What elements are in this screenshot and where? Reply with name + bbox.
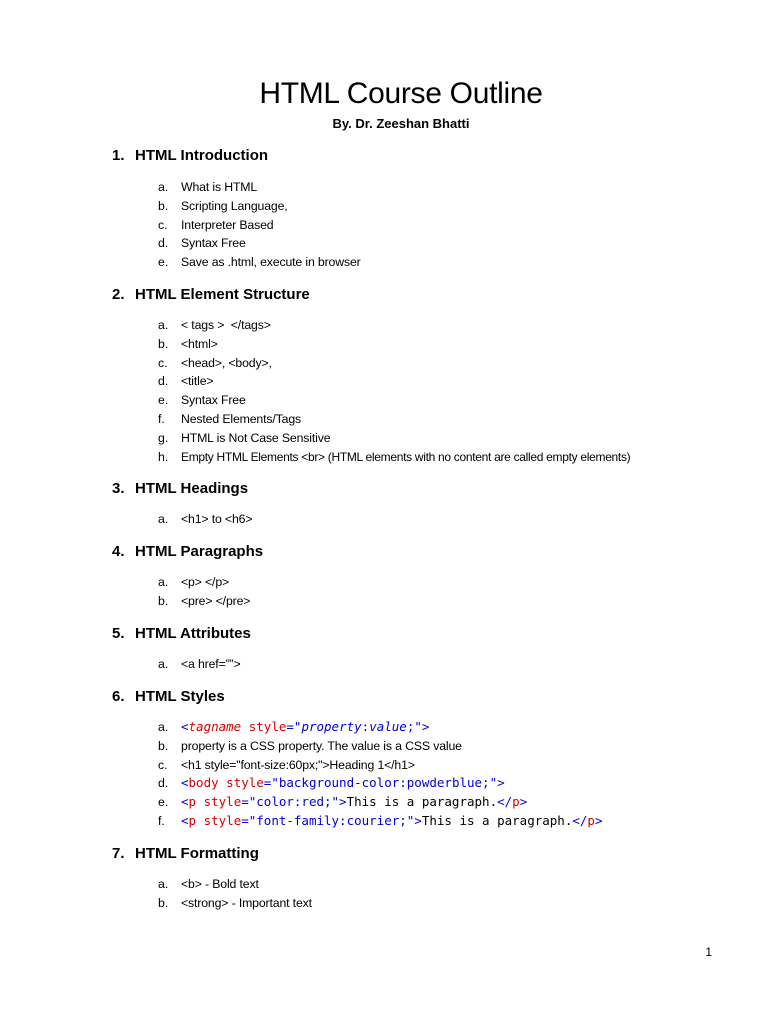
item-letter: d. xyxy=(158,236,169,251)
code-token: This is a paragraph. xyxy=(421,812,573,828)
section-number: 4. xyxy=(112,543,125,560)
item-text: <b> - Bold text xyxy=(181,877,259,891)
section-number: 1. xyxy=(112,147,125,164)
section-number: 6. xyxy=(112,688,125,705)
section-number: 7. xyxy=(112,845,125,862)
code-token: style xyxy=(196,812,242,828)
code-token: ="font-family:courier;"> xyxy=(241,812,422,828)
section-title: HTML Paragraphs xyxy=(135,543,264,560)
item-letter: g. xyxy=(158,430,169,445)
item-letter: c. xyxy=(158,757,168,772)
code-token: body xyxy=(188,775,219,791)
item-text: HTML is Not Case Sensitive xyxy=(181,430,331,445)
code-token: =" xyxy=(286,719,302,734)
code-token: : xyxy=(361,719,370,734)
item-letter: a. xyxy=(158,720,169,734)
item-letter: a. xyxy=(158,657,169,671)
code-token: p xyxy=(188,794,197,810)
item-letter: b. xyxy=(158,895,169,910)
code-token: p xyxy=(512,794,520,810)
code-snippet xyxy=(181,774,505,793)
code-token: This is a paragraph. xyxy=(346,794,498,810)
item-text: <title> xyxy=(181,374,214,389)
code-token: tagname xyxy=(188,719,242,734)
code-token: < xyxy=(181,812,189,828)
item-letter: a. xyxy=(158,180,169,194)
code-token: < xyxy=(181,775,189,791)
section-number: 5. xyxy=(112,625,125,642)
page-number: 1 xyxy=(705,945,712,959)
item-letter: a. xyxy=(158,512,169,526)
code-token: > xyxy=(594,812,603,828)
item-letter: d. xyxy=(158,374,169,389)
author-line: By. Dr. Zeeshan Bhatti xyxy=(332,116,470,131)
code-token: style xyxy=(196,794,242,810)
item-text: <h1> to <h6> xyxy=(181,512,253,526)
item-letter: h. xyxy=(158,449,169,464)
code-snippet xyxy=(181,812,602,831)
section-title: HTML Attributes xyxy=(135,625,251,642)
page-title: HTML Course Outline xyxy=(259,77,543,110)
code-token: ;"> xyxy=(406,719,430,734)
item-letter: c. xyxy=(158,355,168,370)
code-token: value xyxy=(369,719,407,734)
item-text: What is HTML xyxy=(181,180,258,194)
item-text: property is a CSS property. The value is a CSS value xyxy=(181,738,462,753)
item-letter: c. xyxy=(158,217,168,232)
item-text: Empty HTML Elements <br> (HTML elements with no content are called empty elements) xyxy=(181,449,631,464)
code-token: > xyxy=(519,794,528,810)
item-text: Scripting Language, xyxy=(181,198,288,213)
section-title: HTML Headings xyxy=(135,480,249,497)
code-token: property xyxy=(301,719,362,734)
item-letter: e. xyxy=(158,393,169,408)
code-token: </ xyxy=(572,812,588,828)
item-letter: b. xyxy=(158,198,169,213)
item-text: Interpreter Based xyxy=(181,217,274,232)
item-letter: e. xyxy=(158,255,169,270)
section-title: HTML Styles xyxy=(135,688,225,705)
code-snippet xyxy=(181,718,429,737)
item-text: <a href=””> xyxy=(181,657,241,671)
item-text: <pre> </pre> xyxy=(181,593,251,608)
item-text: <strong> - Important text xyxy=(181,895,312,910)
item-text: Syntax Free xyxy=(181,393,246,408)
section-title: HTML Element Structure xyxy=(135,286,310,303)
item-letter: b. xyxy=(158,738,169,753)
code-token: < xyxy=(181,794,189,810)
item-text: <head>, <body>, xyxy=(181,355,272,370)
item-letter: a. xyxy=(158,575,169,589)
section-number: 3. xyxy=(112,480,125,497)
code-token: ="background-color:powderblue;"> xyxy=(263,775,505,791)
section-number: 2. xyxy=(112,286,125,303)
item-text: <p> </p> xyxy=(181,575,230,589)
item-letter: a. xyxy=(158,318,169,332)
item-letter: e. xyxy=(158,795,169,810)
code-token: < xyxy=(181,719,189,734)
item-letter: f. xyxy=(158,411,165,426)
item-text: < tags > </tags> xyxy=(181,318,271,332)
code-token: </ xyxy=(497,794,513,810)
code-token: style xyxy=(241,719,287,734)
item-letter: f. xyxy=(158,813,165,828)
item-letter: a. xyxy=(158,877,169,891)
item-text: Syntax Free xyxy=(181,236,246,251)
item-letter: b. xyxy=(158,593,169,608)
section-title: HTML Formatting xyxy=(135,845,259,862)
code-token: p xyxy=(188,812,197,828)
item-text: <html> xyxy=(181,336,218,351)
item-text: Save as .html, execute in browser xyxy=(181,255,361,270)
item-letter: d. xyxy=(158,776,169,791)
item-text: Nested Elements/Tags xyxy=(181,411,302,426)
item-text: <h1 style="font-size:60px;">Heading 1</h1> xyxy=(181,757,415,772)
code-token: ="color:red;"> xyxy=(241,794,347,810)
code-token: style xyxy=(218,775,264,791)
section-title: HTML Introduction xyxy=(135,147,269,164)
code-token: p xyxy=(587,812,595,828)
code-snippet xyxy=(181,793,527,812)
item-letter: b. xyxy=(158,336,169,351)
